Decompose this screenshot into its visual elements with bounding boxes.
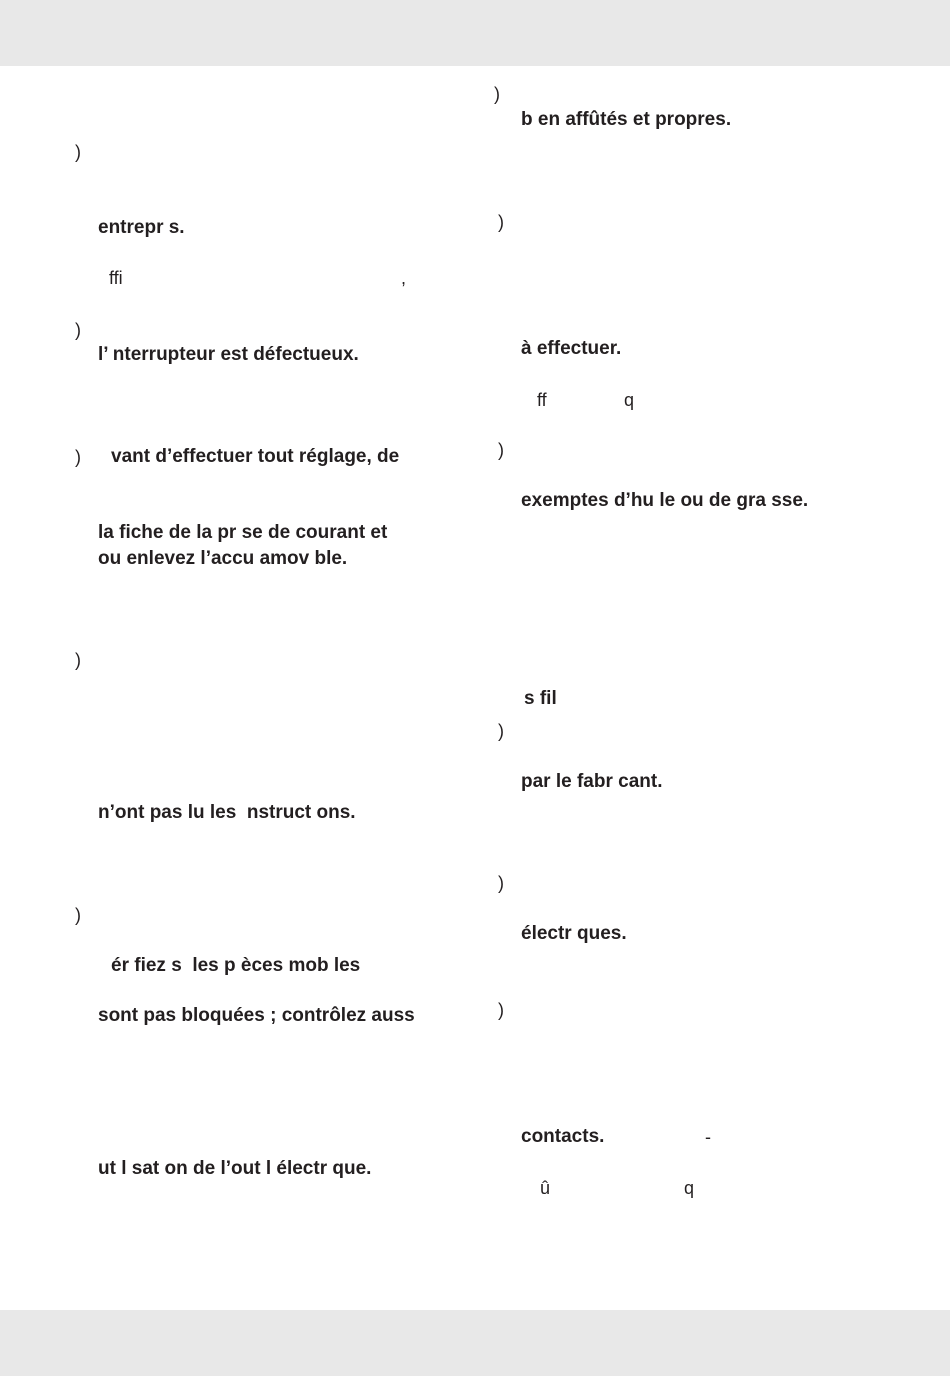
text-line: exemptes d’hu le ou de gra sse. (521, 490, 809, 511)
text-line: électr ques. (521, 923, 627, 944)
list-marker: ) (75, 650, 81, 670)
text-line: entrepr s. (98, 217, 185, 238)
list-marker: ) (75, 905, 81, 925)
text-line: contacts. (521, 1126, 605, 1147)
page-header-band (0, 0, 950, 66)
text-line: à effectuer. (521, 338, 622, 359)
page-footer-band (0, 1310, 950, 1376)
list-marker: ) (75, 320, 81, 340)
text-fragment: q (624, 390, 635, 410)
list-marker: ) (498, 721, 504, 741)
list-marker: ) (498, 1000, 504, 1020)
text-fragment: , (401, 268, 407, 288)
list-marker: ) (498, 212, 504, 232)
text-line: la fiche de la pr se de courant et (98, 522, 388, 543)
text-line: n’ont pas lu les nstruct ons. (98, 802, 356, 823)
text-line: par le fabr cant. (521, 771, 663, 792)
text-fragment: ff (537, 390, 547, 410)
text-line: ou enlevez l’accu amov ble. (98, 548, 348, 569)
text-fragment: ffi (109, 268, 123, 288)
text-line: ut l sat on de l’out l électr que. (98, 1158, 372, 1179)
list-marker: ) (498, 873, 504, 893)
list-marker: ) (75, 142, 81, 162)
text-fragment: - (705, 1127, 711, 1147)
text-line: sont pas bloquées ; contrôlez auss (98, 1005, 415, 1026)
text-line: b en affûtés et propres. (521, 109, 732, 130)
text-line: vant d’effectuer tout réglage, de (111, 446, 400, 467)
text-fragment: û (540, 1178, 551, 1198)
list-marker: ) (498, 440, 504, 460)
list-marker: ) (494, 84, 500, 104)
text-fragment: q (684, 1178, 695, 1198)
text-line: s fil (524, 688, 557, 709)
list-marker: ) (75, 447, 81, 467)
text-line: ér fiez s les p èces mob les (111, 955, 361, 976)
text-line: l’ nterrupteur est défectueux. (98, 344, 359, 365)
